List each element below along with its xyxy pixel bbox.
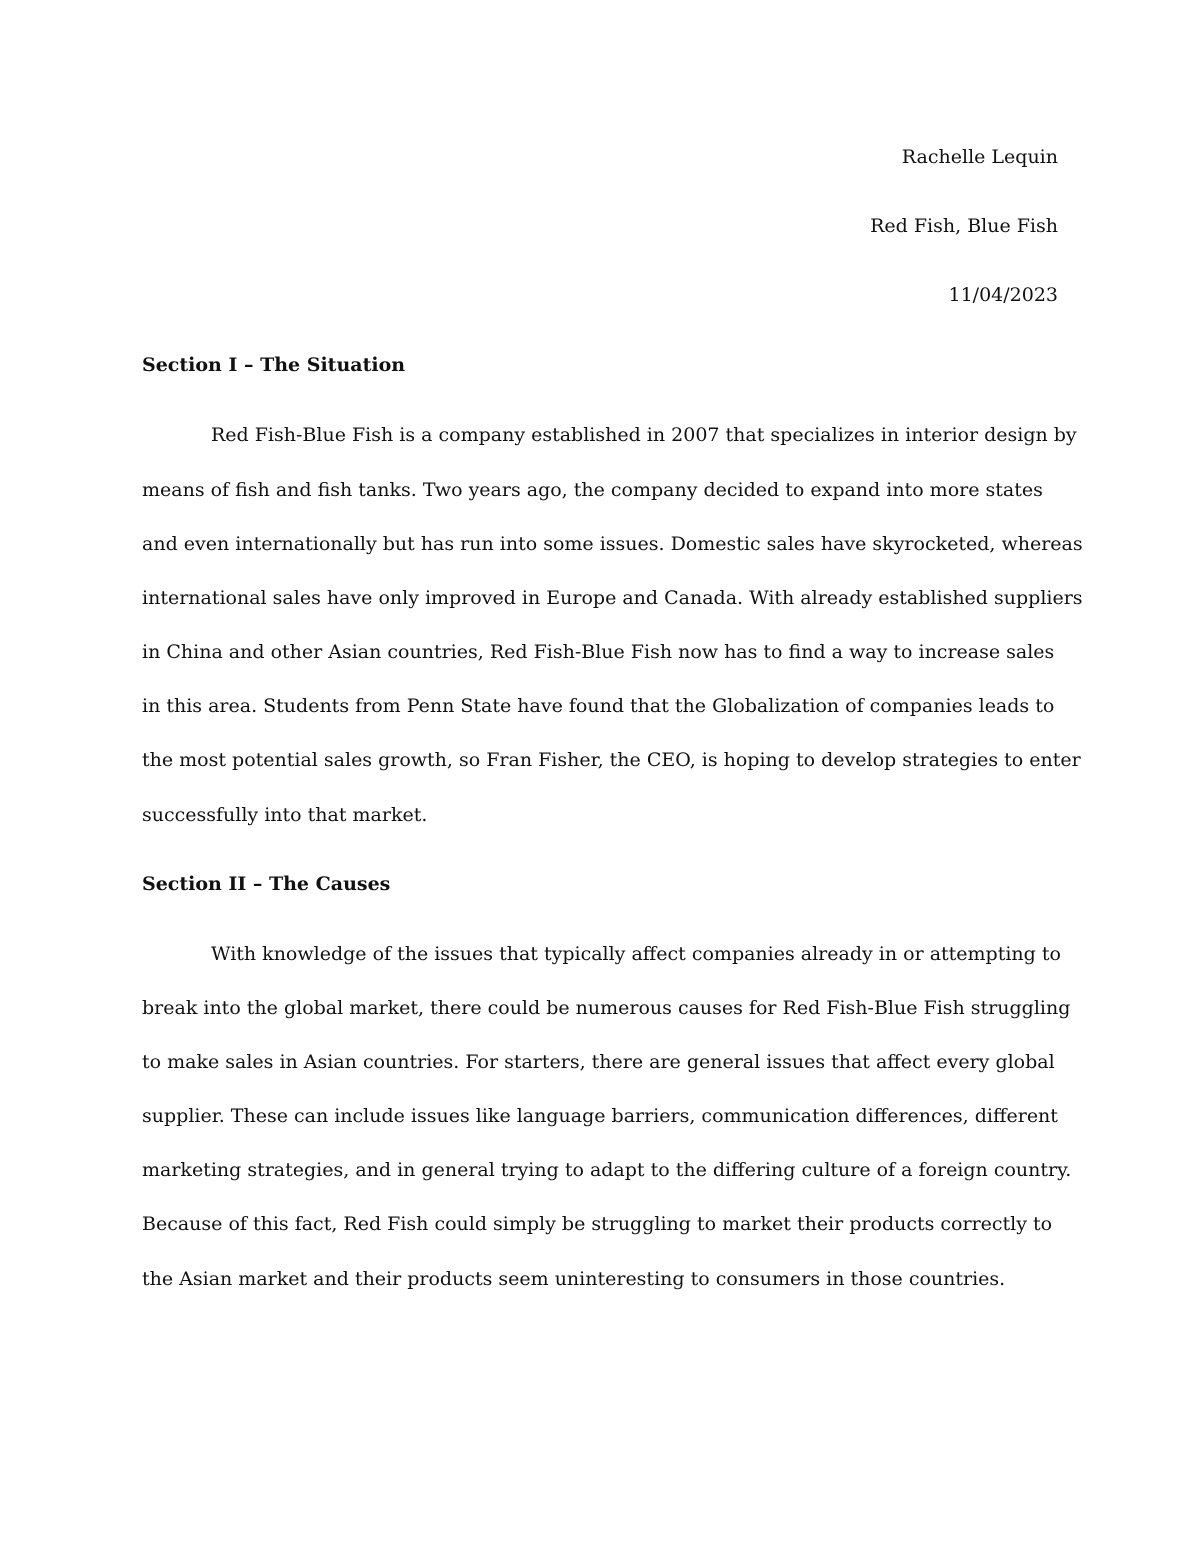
section-1-line: successfully into that market.	[142, 804, 428, 826]
section-2-line: supplier. These can include issues like language barriers, communication differences, different	[142, 1105, 1058, 1127]
section-2-line: break into the global market, there could be numerous causes for Red Fish-Blue Fish struggling	[142, 997, 1071, 1019]
section-1-heading: Section I – The Situation	[142, 354, 406, 376]
section-2-line: With knowledge of the issues that typically affect companies already in or attempting to	[211, 943, 1061, 965]
section-2-heading: Section II – The Causes	[142, 873, 391, 895]
section-2-line: the Asian market and their products seem uninteresting to consumers in those countries.	[142, 1268, 1006, 1290]
section-1-line: and even internationally but has run into some issues. Domestic sales have skyrocketed, whereas	[142, 533, 1083, 555]
section-1-line: in China and other Asian countries, Red Fish-Blue Fish now has to find a way to increase sales	[142, 641, 1055, 663]
section-1-line: international sales have only improved in Europe and Canada. With already established suppliers	[142, 587, 1083, 609]
section-2-line: to make sales in Asian countries. For starters, there are general issues that affect every global	[142, 1051, 1055, 1073]
section-1-line: the most potential sales growth, so Fran Fisher, the CEO, is hoping to develop strategies to enter	[142, 749, 1081, 771]
section-1-line: in this area. Students from Penn State have found that the Globalization of companies leads to	[142, 695, 1055, 717]
author-name: Rachelle Lequin	[901, 146, 1058, 168]
section-1-line: means of fish and fish tanks. Two years ago, the company decided to expand into more states	[142, 479, 1043, 501]
section-2-line: marketing strategies, and in general trying to adapt to the differing culture of a foreign country.	[142, 1159, 1072, 1181]
section-2-line: Because of this fact, Red Fish could simply be struggling to market their products correctly to	[142, 1213, 1053, 1235]
document-title: Red Fish, Blue Fish	[870, 215, 1058, 237]
document-date: 11/04/2023	[948, 284, 1058, 306]
section-1-line: Red Fish-Blue Fish is a company established in 2007 that specializes in interior design by	[211, 424, 1077, 446]
